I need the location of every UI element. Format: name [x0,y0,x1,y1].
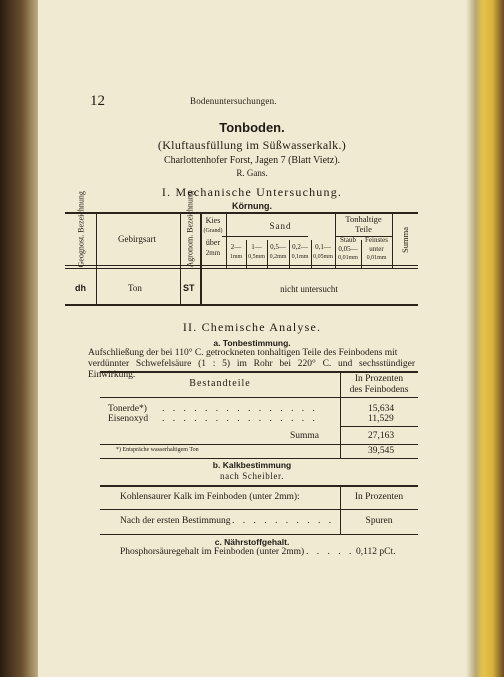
tonhaltige-line-2: Teile [355,224,372,234]
section1-subheading: Körnung. [232,201,272,211]
sand-col-5-bottom: 0,05mm [313,254,333,260]
phosphor-value: 0,112 pCt. [356,547,396,557]
phosphor-label: Phosphorsäuregehalt im Feinboden (unter 2mm) [120,547,305,557]
naehrstoff-title: c. Nährstoffgehalt. [214,537,290,547]
kalkbestimmung-title: b. Kalkbestimmung [212,460,292,470]
header-staub [335,236,361,263]
row-tonerde-value: 15,634 [368,404,395,414]
kalk-col1: Kohlensaurer Kalk im Feinboden (unter 2mm): [120,492,300,502]
header-kies [200,215,226,259]
sand-col-1-top: 2— [230,243,242,251]
sand-col-2-bottom: 0,5mm [248,254,265,260]
document-title: Tonboden. [219,120,285,135]
footnote-text: *) Entspräche wasserhaltigem Ton [116,447,199,453]
section2-heading: II. Chemische Analyse. [182,320,322,334]
sand-col-3-bottom: 0,2mm [269,254,287,260]
phosphor-dots: . . . . . [306,547,355,557]
sand-col-5-top: 0,1— [315,243,331,251]
row-eisenoxyd-label: Eisenoxyd [108,414,149,424]
kies-line-1: Kies [205,216,221,225]
sand-col-1-bottom: 1mm [229,254,243,260]
kies-line-4: 2mm [205,249,221,257]
header-feinstes [361,236,392,263]
col-prozent-line-1: In Prozenten [354,374,404,384]
tonbestimmung-text-line-1: Aufschließung der bei 110° C. getrockneten tonhaltigen Teile des Feinbodens mit [88,348,398,358]
staub-line-2: 0,05— [338,245,358,253]
row-tonerde-label: Tonerde*) [108,404,147,414]
kalk-row-dots: . . . . . . . . . . [232,516,335,526]
sand-col-4 [289,242,311,262]
document-subtitle: (Kluftausfüllung im Süßwasserkalk.) [157,138,347,152]
row-gebirgsart: Ton [128,283,142,293]
row-eisenoxyd-dots: . . . . . . . . . . . . . . . [162,414,318,424]
tonbestimmung-text-line-2: verdünnter Schwefelsäure (1 : 5) im Rohr bei 220° C. und sechsstündiger Einwirkung. [88,359,415,380]
row-eisenoxyd-value: 11,529 [368,414,394,424]
location-line: Charlottenhofer Forst, Jagen 7 (Blatt Vietz). [163,155,341,166]
col-bestandteile: Bestandteile [189,378,251,389]
footnote-value: 39,545 [368,446,395,456]
row-geognost: dh [75,283,86,293]
author-line: R. Gans. [236,168,268,178]
sand-col-2 [246,242,267,262]
row-agronom: ST [183,283,195,293]
feinstes-line-1: Feinstes [365,236,388,244]
header-geognost: Geognost. Bezeichnung [76,191,86,268]
header-gebirgsart: Gebirgsart [118,234,156,244]
header-sand: Sand [269,221,292,231]
sand-col-4-bottom: 0,1mm [291,254,309,260]
sand-col-1 [226,242,246,262]
staub-line-1: Staub [340,236,356,244]
page-number: 12 [90,93,105,109]
sand-col-2-top: 1— [251,243,262,251]
summa-value: 27,163 [368,431,395,441]
staub-line-3: 0,01mm [338,255,358,261]
kies-line-2: (Grand) [203,228,223,234]
row-tonerde-dots: . . . . . . . . . . . . . . . [162,404,318,414]
tonhaltige-line-1: Tonhaltige [345,214,382,224]
sand-col-5 [311,242,335,262]
row-value: nicht untersucht [280,284,338,294]
sand-col-3 [267,242,289,262]
running-head: Bodenuntersuchungen. [190,96,277,106]
header-agronom: Agronom. Bezeichnung [185,191,195,268]
kalk-row-value: Spuren [365,516,393,526]
kies-line-3: über [205,238,221,247]
sand-col-4-top: 0,2— [292,243,308,251]
section1-heading: I. Mechanische Untersuchung. [161,185,343,199]
kalk-col2: In Prozenten [354,492,404,502]
sand-col-3-top: 0,5— [270,243,286,251]
header-tonhaltige [335,214,392,234]
summa-label: Summa [290,431,320,441]
kalkbestimmung-sub: nach Scheibler. [220,471,284,481]
kalk-row-label: Nach der ersten Bestimmung [120,516,231,526]
feinstes-line-2: unter [369,245,384,253]
col-prozent-line-2: des Feinbodens [349,385,409,395]
tonbestimmung-title: a. Tonbestimmung. [213,338,291,348]
header-summa: Summa [400,227,410,253]
feinstes-line-3: 0,01mm [366,255,387,261]
col-prozent [340,374,418,396]
